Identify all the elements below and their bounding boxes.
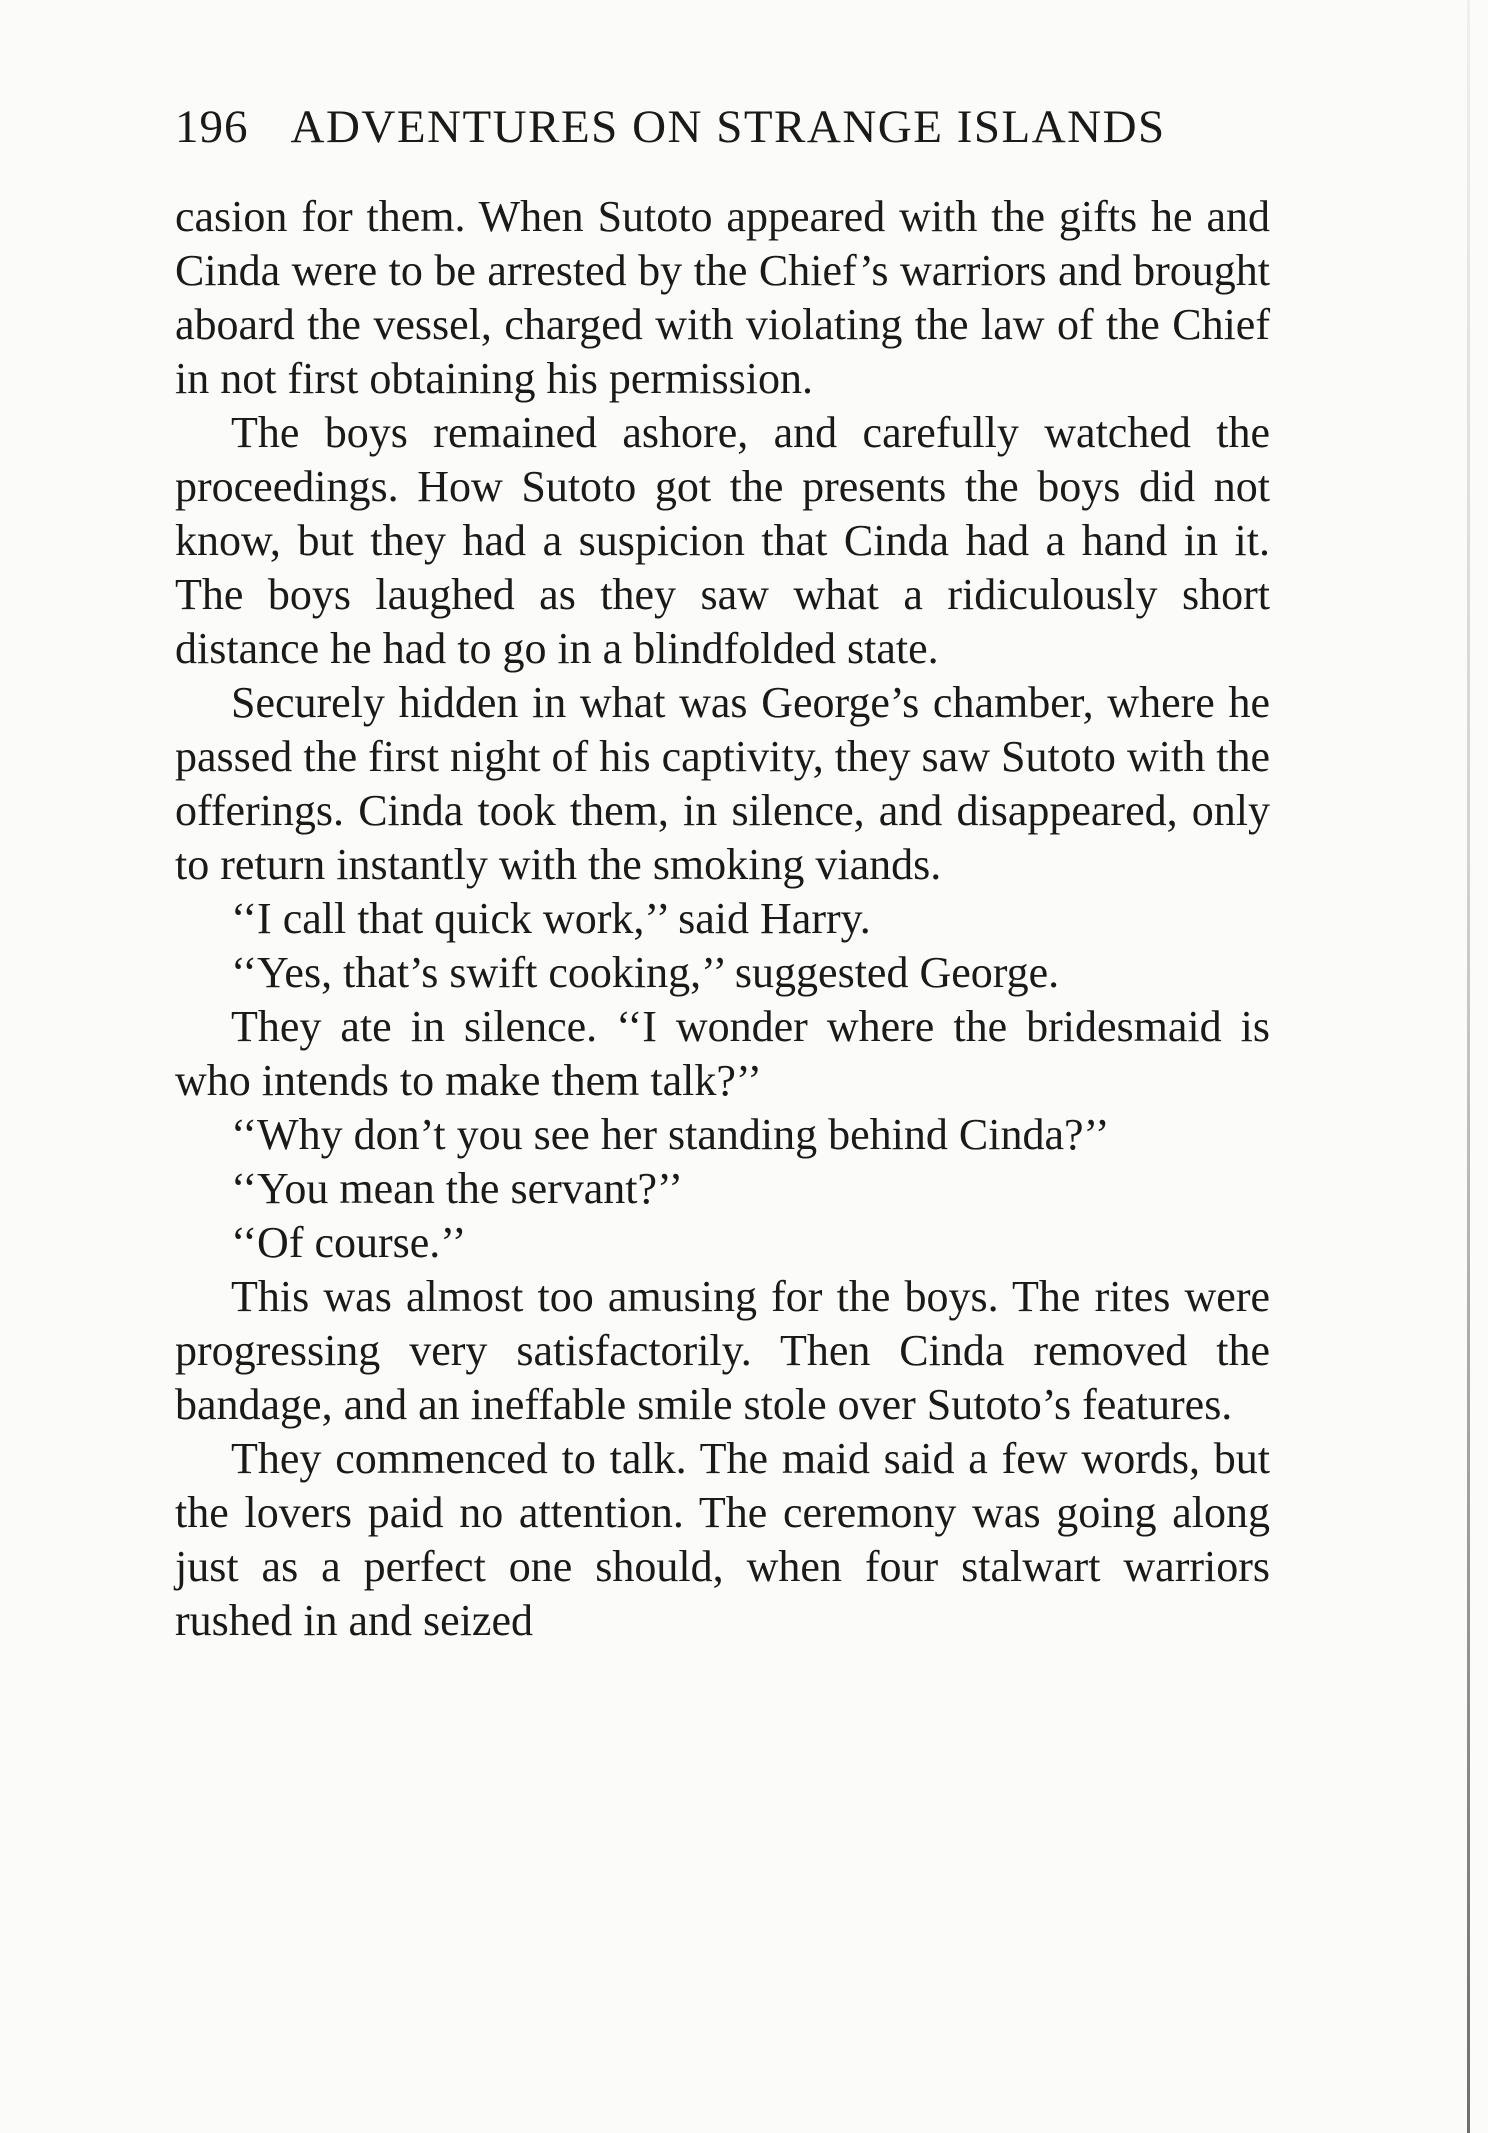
- paragraph: They ate in silence. ‘‘I wonder where the bridesmaid is who intends to make them talk?’’: [175, 1002, 1270, 1105]
- running-head: [175, 100, 1270, 170]
- paragraph: ‘‘Of course.’’: [231, 1218, 467, 1267]
- page-edge-shadow: [1467, 0, 1470, 2133]
- paragraph: ‘‘Yes, that’s swift cooking,’’ suggested George.: [231, 948, 1060, 997]
- paragraph: This was almost too amusing for the boys. The rites were progressing very satisfactorily. Then Cinda removed the bandage, and an ineffable smile stole over Sutoto’s features.: [175, 1272, 1270, 1429]
- paragraph: ‘‘Why don’t you see her standing behind Cinda?’’: [231, 1110, 1110, 1159]
- paragraph: Securely hidden in what was George’s chamber, where he passed the first night of his captivity, they saw Sutoto with the offerings. Cinda took them, in silence, and disappeared, only to return instantly with the smoking viands.: [175, 678, 1270, 889]
- paragraph: casion for them. When Sutoto appeared with the gifts he and Cinda were to be arrested by the Chief’s warriors and brought aboard the vessel, charged with violating the law of the Chief in not first obtaining his permission.: [175, 192, 1270, 403]
- paragraph: They commenced to talk. The maid said a few words, but the lovers paid no attention. The ceremony was going along just as a perfect one should, when four stalwart warriors rushed in and seized: [175, 1434, 1270, 1645]
- running-title: ADVENTURES ON STRANGE ISLANDS: [290, 101, 1166, 153]
- book-page: [175, 100, 1270, 1648]
- paragraph: ‘‘I call that quick work,’’ said Harry.: [231, 894, 871, 943]
- paragraph: ‘‘You mean the servant?’’: [231, 1164, 684, 1213]
- body-text: [175, 190, 1270, 1648]
- page-number: 196: [175, 101, 249, 153]
- paragraph: The boys remained ashore, and carefully watched the proceedings. How Sutoto got the presents the boys did not know, but they had a suspicion that Cinda had a hand in it. The boys laughed as they saw what a ridiculously short distance he had to go in a blindfolded state.: [175, 408, 1270, 673]
